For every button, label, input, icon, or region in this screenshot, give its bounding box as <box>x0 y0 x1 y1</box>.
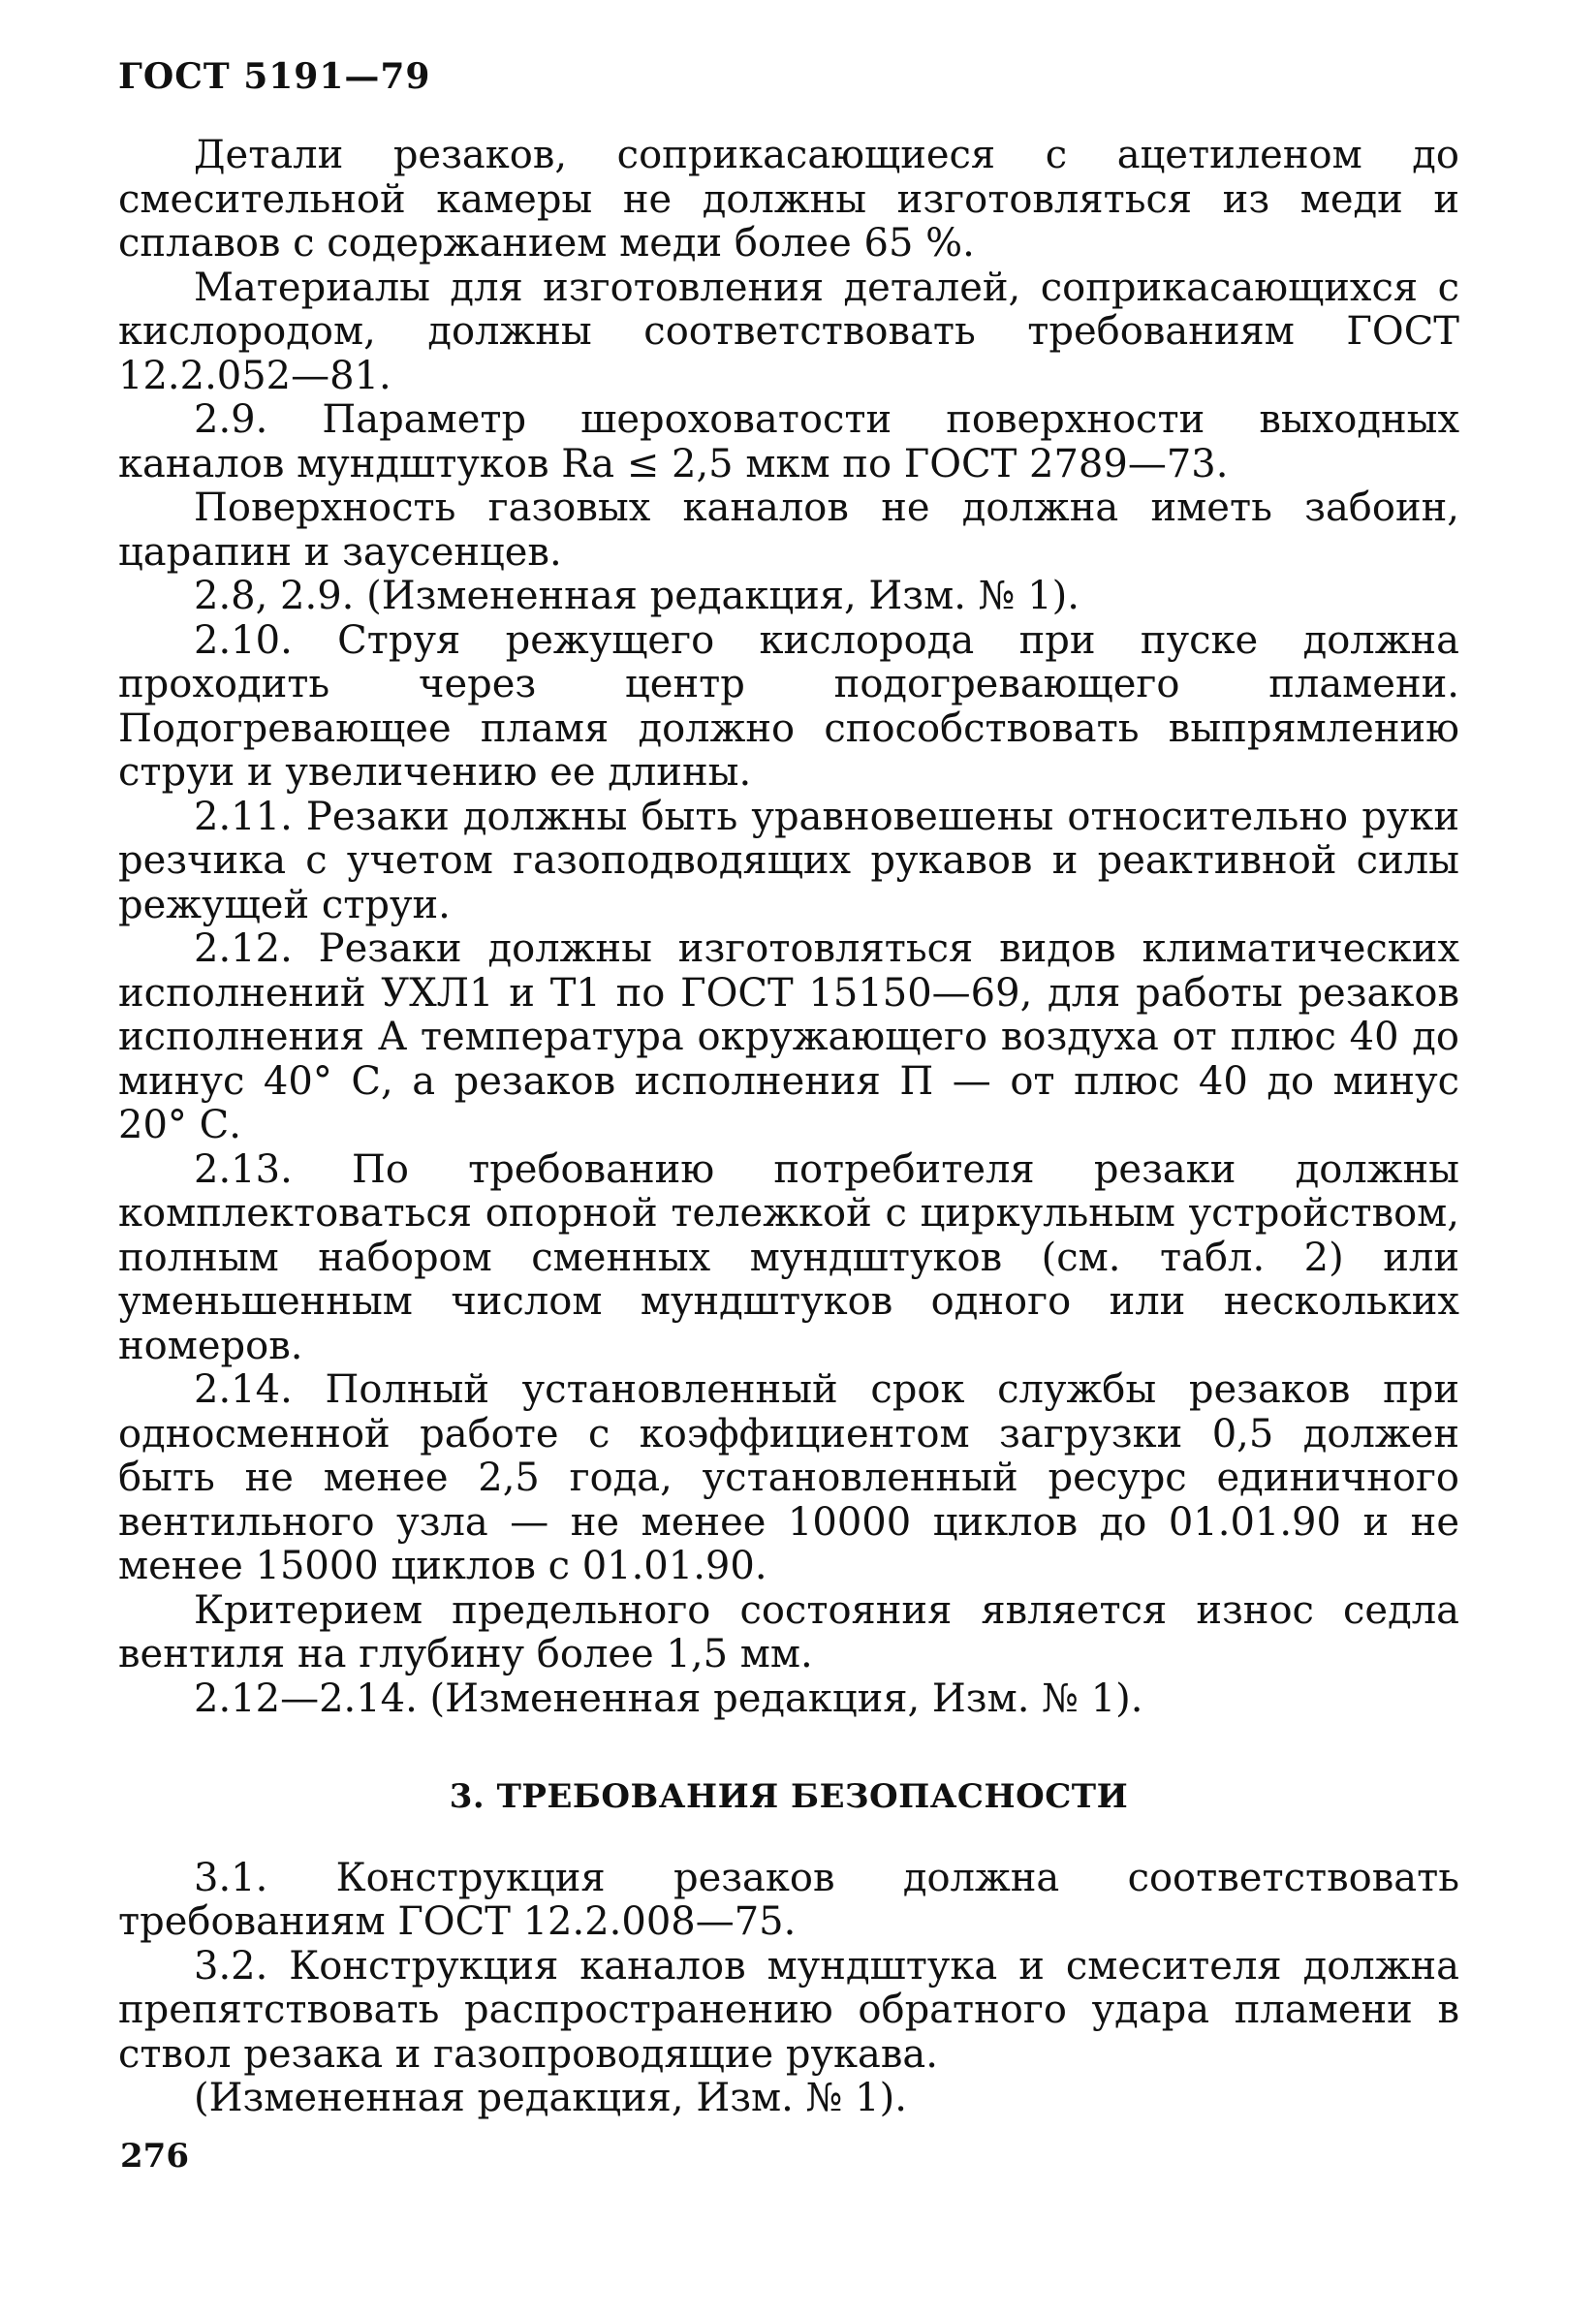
paragraph-2-11-balance: 2.11. Резаки должны быть уравновешены относительно руки резчика с учетом газоподводящих рукавов и реактивной силы режущей струи. <box>118 794 1459 927</box>
paragraph-2-13-equipment: 2.13. По требованию потребителя резаки должны комплектоваться опорной тележкой с циркульным устройством, полным набором сменных мундштуков (см. табл. 2) или уменьшенным числом мундштуков одного или нескольких номеров. <box>118 1146 1459 1368</box>
section-3-title: 3. ТРЕБОВАНИЯ БЕЗОПАСНОСТИ <box>449 1777 1129 1816</box>
paragraph-2-12-climate: 2.12. Резаки должны изготовляться видов климатических исполнений УХЛ1 и Т1 по ГОСТ 15150—69, для работы резаков исполнения А температура окружающего воздуха от плюс 40 до минус 40° С, а резаков исполнения П — от плюс 40 до минус 20° С. <box>118 926 1459 1147</box>
paragraph-revision-2-8-2-9: 2.8, 2.9. (Измененная редакция, Изм. № 1). <box>194 574 1080 618</box>
paragraph-2-9-roughness: 2.9. Параметр шероховатости поверхности выходных каналов мундштуков Ra ≤ 2,5 мкм по ГОСТ 2789—73. <box>118 397 1459 486</box>
paragraph-3-2-channels: 3.2. Конструкция каналов мундштука и смесителя должна препятствовать распространению обратного удара пламени в ствол резака и газопроводящие рукава. <box>118 1943 1459 2077</box>
paragraph-copper-restriction: Детали резаков, соприкасающиеся с ацетиленом до смесительной камеры не должны изготовляться из меди и сплавов с содержанием меди более 65 %. <box>118 133 1459 266</box>
paragraph-limit-state: Критерием предельного состояния является износ седла вентиля на глубину более 1,5 мм. <box>118 1587 1459 1676</box>
document-header: ГОСТ 5191—79 <box>118 56 431 97</box>
paragraph-revision-2-12-2-14: 2.12—2.14. (Измененная редакция, Изм. № 1). <box>194 1676 1143 1721</box>
paragraph-3-1-design: 3.1. Конструкция резаков должна соответствовать требованиям ГОСТ 12.2.008—75. <box>118 1855 1459 1944</box>
document-body <box>118 134 1459 2121</box>
page-number: 276 <box>120 2137 189 2176</box>
paragraph-gas-channels: Поверхность газовых каналов не должна иметь забоин, царапин и заусенцев. <box>118 486 1459 575</box>
paragraph-2-10-oxygen-jet: 2.10. Струя режущего кислорода при пуске должна проходить через центр подогревающего пламени. Подогревающее пламя должно способствовать выпрямлению струи и увеличению ее длины. <box>118 617 1459 795</box>
paragraph-oxygen-materials: Материалы для изготовления деталей, соприкасающихся с кислородом, должны соответствовать требованиям ГОСТ 12.2.052—81. <box>118 265 1459 398</box>
paragraph-2-14-service-life: 2.14. Полный установленный срок службы резаков при односменной работе с коэффициентом загрузки 0,5 должен быть не менее 2,5 года, установленный ресурс единичного вентильного узла — не менее 10000 циклов до 01.01.90 и не менее 15000 циклов с 01.01.90. <box>118 1367 1459 1588</box>
paragraph-revision-section-3: (Измененная редакция, Изм. № 1). <box>194 2076 907 2120</box>
